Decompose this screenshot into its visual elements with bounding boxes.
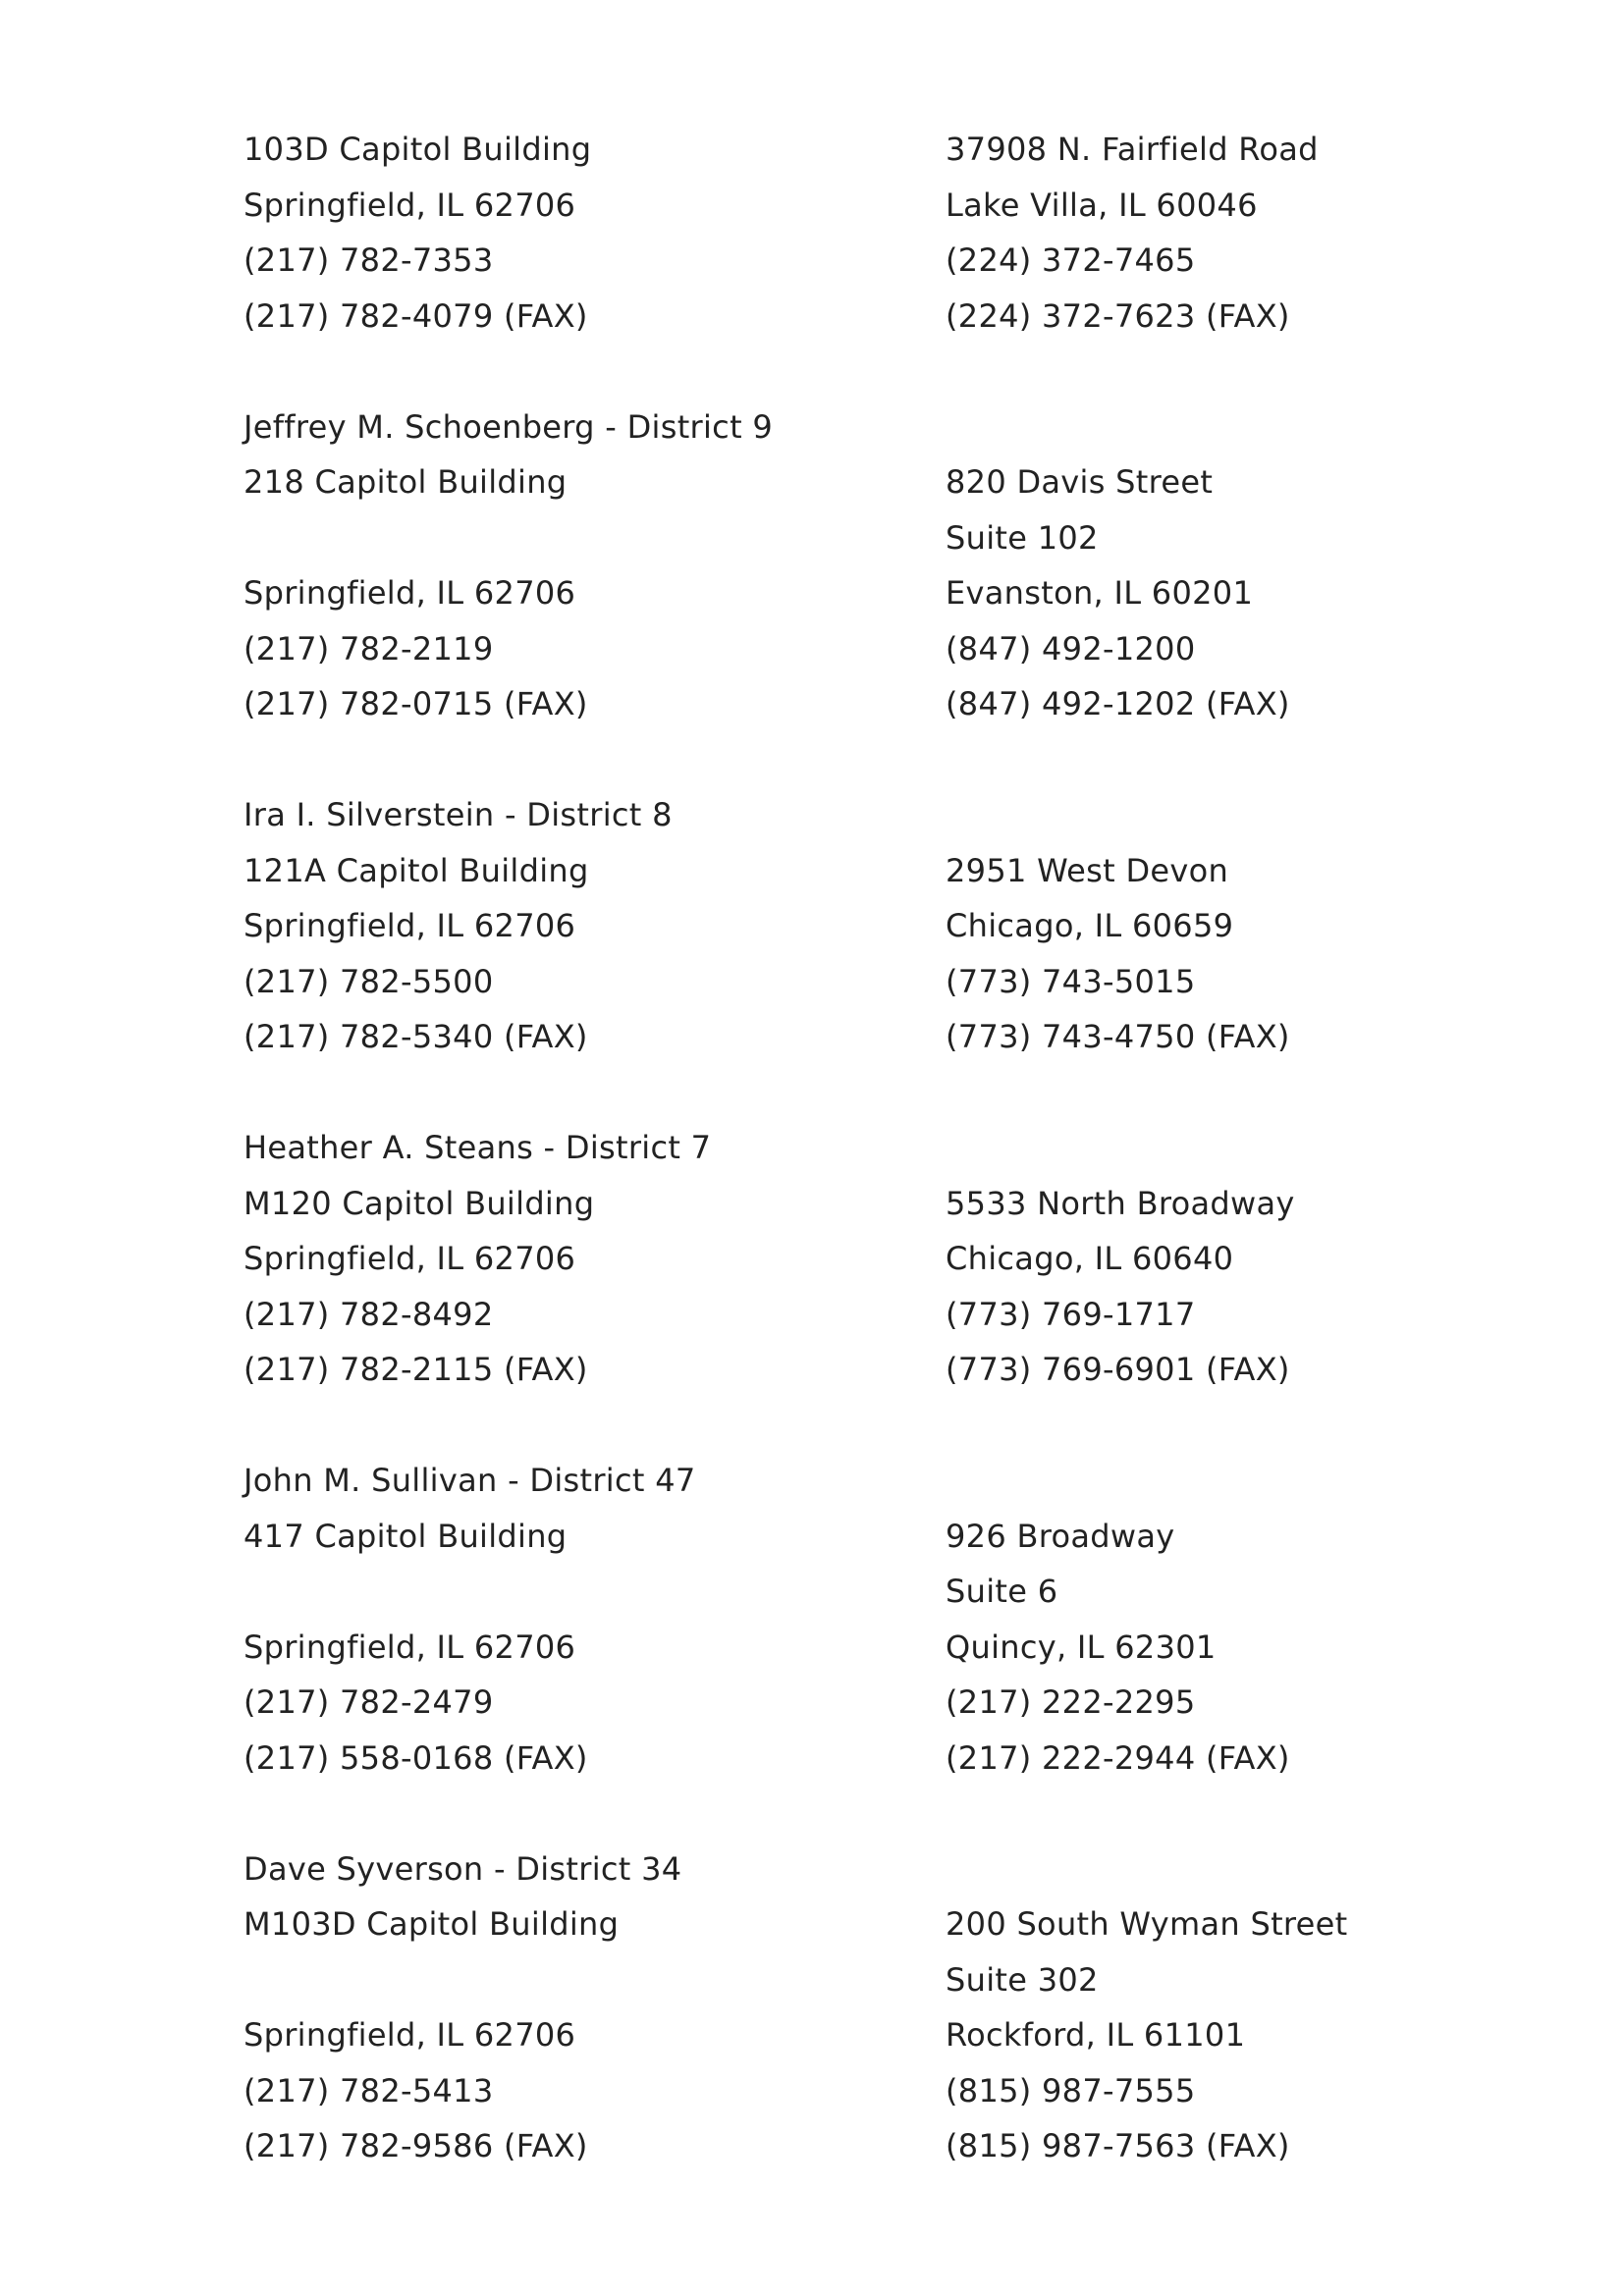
capitol-office-column	[244, 122, 911, 2174]
capitol-office-line	[244, 1952, 911, 2008]
district-office-line: 200 South Wyman Street	[946, 1905, 1348, 1943]
district-office-line: (773) 743-5015	[946, 962, 1196, 1000]
district-office-line: Rockford, IL 61101	[946, 2016, 1246, 2054]
district-office-line: 926 Broadway	[946, 1517, 1175, 1555]
district-office-line	[946, 1398, 1554, 1454]
capitol-office-line: (217) 782-9586 (FAX)	[244, 2127, 588, 2164]
capitol-office-line: (217) 782-5340 (FAX)	[244, 1018, 588, 1055]
capitol-office-line: M103D Capitol Building	[244, 1905, 620, 1943]
capitol-office-line: Springfield, IL 62706	[244, 1628, 576, 1666]
district-office-line: 820 Davis Street	[946, 463, 1214, 501]
district-office-line	[946, 1065, 1554, 1121]
capitol-office-line: (217) 782-2119	[244, 629, 494, 667]
capitol-office-line	[244, 1065, 911, 1121]
capitol-office-line: Springfield, IL 62706	[244, 1240, 576, 1277]
district-office-line: (847) 492-1202 (FAX)	[946, 685, 1290, 722]
district-office-line: (773) 743-4750 (FAX)	[946, 1018, 1290, 1055]
district-office-line: (815) 987-7563 (FAX)	[946, 2127, 1290, 2164]
district-office-line: Chicago, IL 60640	[946, 1240, 1234, 1277]
capitol-office-line: Springfield, IL 62706	[244, 907, 576, 944]
district-office-line: 37908 N. Fairfield Road	[946, 131, 1319, 168]
capitol-office-line: (217) 558-0168 (FAX)	[244, 1738, 588, 1777]
district-office-line: 5533 North Broadway	[946, 1184, 1295, 1222]
capitol-office-line: Dave Syverson - District 34	[244, 1849, 682, 1888]
district-office-line	[946, 732, 1554, 788]
capitol-office-line	[244, 1564, 911, 1620]
district-office-line: (773) 769-1717	[946, 1295, 1196, 1333]
district-office-line	[946, 1120, 1554, 1176]
district-office-line: Suite 6	[946, 1573, 1058, 1610]
capitol-office-line: Jeffrey M. Schoenberg - District 9	[244, 407, 774, 446]
capitol-office-line	[244, 1786, 911, 1842]
capitol-office-line: M120 Capitol Building	[244, 1184, 595, 1222]
district-office-line	[946, 1786, 1554, 1842]
capitol-office-line	[244, 732, 911, 788]
district-office-line	[946, 1842, 1554, 1897]
capitol-office-line: (217) 782-2479	[244, 1683, 494, 1721]
district-office-column	[946, 122, 1554, 2174]
capitol-office-line: (217) 782-8492	[244, 1295, 494, 1333]
district-office-line: (847) 492-1200	[946, 629, 1196, 667]
capitol-office-line: 103D Capitol Building	[244, 131, 592, 168]
district-office-line: 2951 West Devon	[946, 851, 1229, 889]
district-office-line: Evanston, IL 60201	[946, 574, 1254, 612]
capitol-office-line: Springfield, IL 62706	[244, 186, 576, 224]
capitol-office-line: (217) 782-4079 (FAX)	[244, 296, 588, 335]
capitol-office-line: Springfield, IL 62706	[244, 2016, 576, 2054]
district-office-line: Suite 102	[946, 518, 1099, 557]
district-office-line: (815) 987-7555	[946, 2071, 1196, 2109]
district-office-line: Chicago, IL 60659	[946, 907, 1234, 944]
capitol-office-line: (217) 782-2115 (FAX)	[244, 1351, 588, 1388]
district-office-line: (224) 372-7623 (FAX)	[946, 296, 1290, 335]
capitol-office-line	[244, 344, 911, 400]
district-office-line: (217) 222-2944 (FAX)	[946, 1738, 1290, 1777]
capitol-office-line: (217) 782-0715 (FAX)	[244, 685, 588, 722]
capitol-office-line: Heather A. Steans - District 7	[244, 1129, 712, 1166]
district-office-line: (224) 372-7465	[946, 241, 1196, 279]
capitol-office-line: Ira I. Silverstein - District 8	[244, 796, 673, 833]
capitol-office-line	[244, 1398, 911, 1454]
district-office-line	[946, 400, 1554, 455]
capitol-office-line	[244, 510, 911, 566]
district-office-line: Suite 302	[946, 1960, 1099, 1999]
capitol-office-line: Springfield, IL 62706	[244, 574, 576, 612]
capitol-office-line: (217) 782-5500	[244, 962, 494, 1000]
district-office-line: Lake Villa, IL 60046	[946, 186, 1258, 224]
capitol-office-line: (217) 782-5413	[244, 2071, 494, 2109]
capitol-office-line: 121A Capitol Building	[244, 851, 589, 889]
capitol-office-line: John M. Sullivan - District 47	[244, 1462, 696, 1499]
district-office-line	[946, 787, 1554, 843]
capitol-office-line: (217) 782-7353	[244, 241, 494, 279]
district-office-line: Quincy, IL 62301	[946, 1628, 1217, 1666]
district-office-line	[946, 344, 1554, 400]
capitol-office-line: 417 Capitol Building	[244, 1517, 568, 1555]
district-office-line: (217) 222-2295	[946, 1683, 1196, 1721]
capitol-office-line: 218 Capitol Building	[244, 463, 568, 501]
district-office-line: (773) 769-6901 (FAX)	[946, 1351, 1290, 1388]
district-office-line	[946, 1453, 1554, 1509]
